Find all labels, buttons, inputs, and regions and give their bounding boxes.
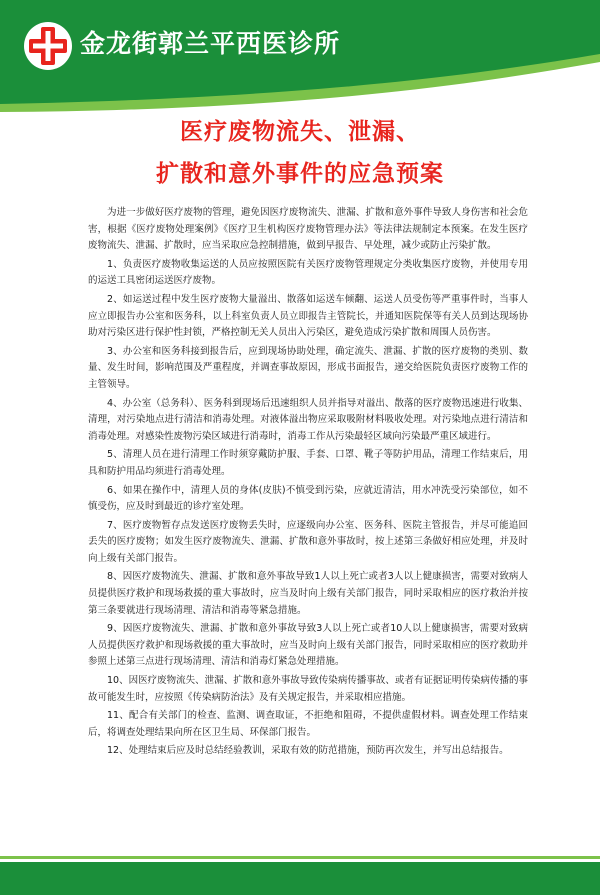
- clause-2: 2、如运送过程中发生医疗废物大量溢出、散落如运送车倾翻、运送人员受伤等严重事件时，当事人应立即报告办公室和医务科，以上科室负责人员立即报告主管院长，并通知医院保等有关人员到达现场协助对污染区进行保护性封锁，严格控制无关人员出入污染区，避免造成污染扩散和周围人员伤害。: [88, 293, 528, 339]
- clause-4: 4、办公室（总务科）、医务科到现场后迅速组织人员并指导对溢出、散落的医疗废物迅速进行收集、清理，对污染地点进行清洁和消毒处理。对液体溢出物应采取吸附材料吸收处理。对污染地点进行清洁和消毒处理。对感染性废物污染区域进行消毒时，消毒工作从污染最轻区域向污染最严重区域进行。: [88, 397, 528, 442]
- clause-6: 6、如果在操作中，清理人员的身体(皮肤)不慎受到污染，应就近清洁，用水冲洗受污染部位，如不慎受伤，应及时到最近的诊疗室处理。: [88, 484, 528, 513]
- clause-1: 1、负责医疗废物收集运送的人员应按照医院有关医疗废物管理规定分类收集医疗废物，并使用专用的运送工具密闭运送医疗废物。: [88, 258, 528, 287]
- footer-band: [0, 862, 600, 895]
- medical-cross-icon: [22, 20, 74, 72]
- clause-12: 12、处理结束后应及时总结经验教训，采取有效的防范措施，预防再次发生，并写出总结报告。: [107, 745, 509, 757]
- page-title-line-1: 医疗废物流失、泄漏、: [180, 119, 420, 145]
- clause-11: 11、配合有关部门的检查、监测、调查取证，不拒绝和阻碍，不提供虚假材料。调查处理工作结束后，将调查处理结果向所在区卫生局、环保部门报告。: [88, 710, 528, 738]
- clinic-name: 金龙街郭兰平西医诊所: [80, 29, 341, 58]
- page-title-line-2: 扩散和意外事件的应急预案: [156, 161, 444, 187]
- intro-paragraph: 为进一步做好医疗废物的管理，避免因医疗废物流失、泄漏、扩散和意外事件导致人身伤害和社会危害，根据《医疗废物处理案例》《医疗卫生机构医疗废物管理办法》等法律法规制定本预案。在发生医疗废物流失、泄漏、扩散时，应当采取应急控制措施，做到早报告、早处理，减少或防止污染扩散。: [88, 207, 528, 252]
- footer-accent-line: [0, 856, 600, 859]
- clause-8: 8、因医疗废物流失、泄漏、扩散和意外事故导致1人以上死亡或者3人以上健康损害，需要对致病人员提供医疗救护和现场救援的重大事故时，应当及时向上级有关部门报告，同时采取相应的医疗救治并按第三条要就进行现场清理、清洁和消毒等紧急措施。: [88, 571, 528, 616]
- header-banner: [0, 0, 600, 120]
- clause-5: 5、清理人员在进行清理工作时须穿戴防护服、手套、口罩、靴子等防护用品，清理工作结束后，用具和防护用品均须进行消毒处理。: [88, 449, 528, 477]
- clause-9: 9、因医疗废物流失、泄漏、扩散和意外事故导致3人以上死亡或者10人以上健康损害，需要对致病人员提供医疗救护和现场救援的重大事故时，应当及时向上级有关部门报告，同时采取相应的医疗救助并参照上述第三点进行现场清理、清洁和消毒灯紧急处理措施。: [88, 623, 528, 668]
- document-body: [88, 205, 528, 762]
- clause-10: 10、因医疗废物流失、泄漏、扩散和意外事故导致传染病传播事故、或者有证据证明传染病传播的事故可能发生时，应按照《传染病防治法》及有关规定报告，并采取相应措施。: [88, 675, 528, 703]
- clause-3: 3、办公室和医务科接到报告后，应到现场协助处理，确定流失、泄漏、扩散的医疗废物的类别、数量、发生时间，影响范围及严重程度，并调查事故原因，形成书面报告，递交给医院负责医疗废物工作的主管领导。: [88, 345, 528, 390]
- clause-7: 7、医疗废物暂存点发送医疗废物丢失时，应逐级向办公室、医务科、医院主管报告，并尽可能追回丢失的医疗废物；如发生医疗废物流失、泄漏、扩散和意外事故时，按上述第三条做好相应处理，并及时向上级有关部门报告。: [88, 519, 528, 564]
